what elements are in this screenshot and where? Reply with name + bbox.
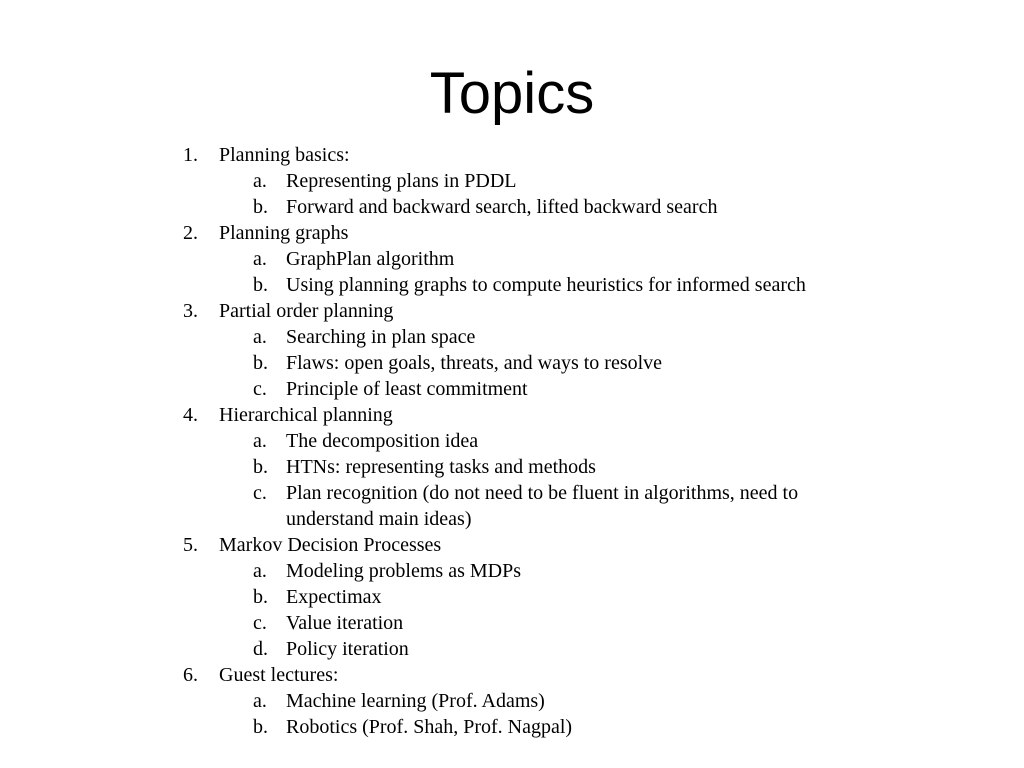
subtopic-letter: b. [253,586,268,608]
topic-number: 6. [183,664,198,686]
subtopic-item [0,714,1024,740]
topic-number: 1. [183,144,198,166]
subtopic-item [0,558,1024,584]
topic-item [0,402,1024,428]
subtopic-letter: a. [253,248,267,270]
topic-label: Partial order planning [219,300,394,322]
subtopic-letter: a. [253,560,267,582]
topics-list [0,142,1024,740]
subtopic-item [0,376,1024,402]
topic-label: Guest lectures: [219,664,339,686]
topic-item [0,220,1024,246]
topic-label: Planning basics: [219,144,350,166]
subtopic-label: The decomposition idea [286,430,479,452]
subtopic-item [0,272,1024,298]
subtopic-item [0,246,1024,272]
subtopic-letter: b. [253,456,268,478]
topic-item [0,662,1024,688]
subtopic-letter: a. [253,326,267,348]
subtopic-item [0,194,1024,220]
topic-item [0,532,1024,558]
subtopic-label: Representing plans in PDDL [286,170,517,192]
topic-label: Planning graphs [219,222,349,244]
topic-number: 5. [183,534,198,556]
slide-title: Topics [429,61,595,126]
subtopic-letter: b. [253,716,268,738]
subtopic-item [0,168,1024,194]
subtopic-letter: c. [253,612,267,634]
subtopic-label: Expectimax [286,586,382,608]
topic-item [0,142,1024,168]
subtopic-letter: a. [253,170,267,192]
subtopic-item [0,350,1024,376]
subtopic-item [0,688,1024,714]
subtopic-label: Searching in plan space [286,326,476,348]
subtopic-letter: c. [253,482,267,504]
subtopic-label: HTNs: representing tasks and methods [286,456,596,478]
subtopic-item [0,454,1024,480]
subtopic-item [0,610,1024,636]
subtopic-letter: b. [253,274,268,296]
subtopic-letter: b. [253,352,268,374]
subtopic-item [0,324,1024,350]
subtopic-label: Machine learning (Prof. Adams) [286,690,545,712]
subtopic-label: Modeling problems as MDPs [286,560,521,582]
subtopic-label: Forward and backward search, lifted backward search [286,196,718,218]
topic-label: Hierarchical planning [219,404,393,426]
topic-number: 4. [183,404,198,426]
subtopic-item [0,636,1024,662]
subtopic-label: Principle of least commitment [286,378,528,400]
subtopic-letter: d. [253,638,268,660]
subtopic-letter: a. [253,690,267,712]
subtopic-label: GraphPlan algorithm [286,248,455,270]
subtopic-letter: c. [253,378,267,400]
subtopic-label: Value iteration [286,612,404,634]
subtopic-letter: a. [253,430,267,452]
topic-number: 3. [183,300,198,322]
subtopic-item [0,584,1024,610]
topic-label: Markov Decision Processes [219,534,442,556]
topic-item [0,298,1024,324]
subtopic-item [0,428,1024,454]
subtopic-letter: b. [253,196,268,218]
topic-number: 2. [183,222,198,244]
subtopic-label: Policy iteration [286,638,409,660]
subtopic-label: Using planning graphs to compute heuristics for informed search [286,274,806,296]
subtopic-label: Robotics (Prof. Shah, Prof. Nagpal) [286,716,573,738]
subtopic-label: Plan recognition (do not need to be fluent in algorithms, need to understand main ideas) [286,482,799,530]
subtopic-item [0,480,1024,532]
subtopic-label: Flaws: open goals, threats, and ways to resolve [286,352,663,374]
